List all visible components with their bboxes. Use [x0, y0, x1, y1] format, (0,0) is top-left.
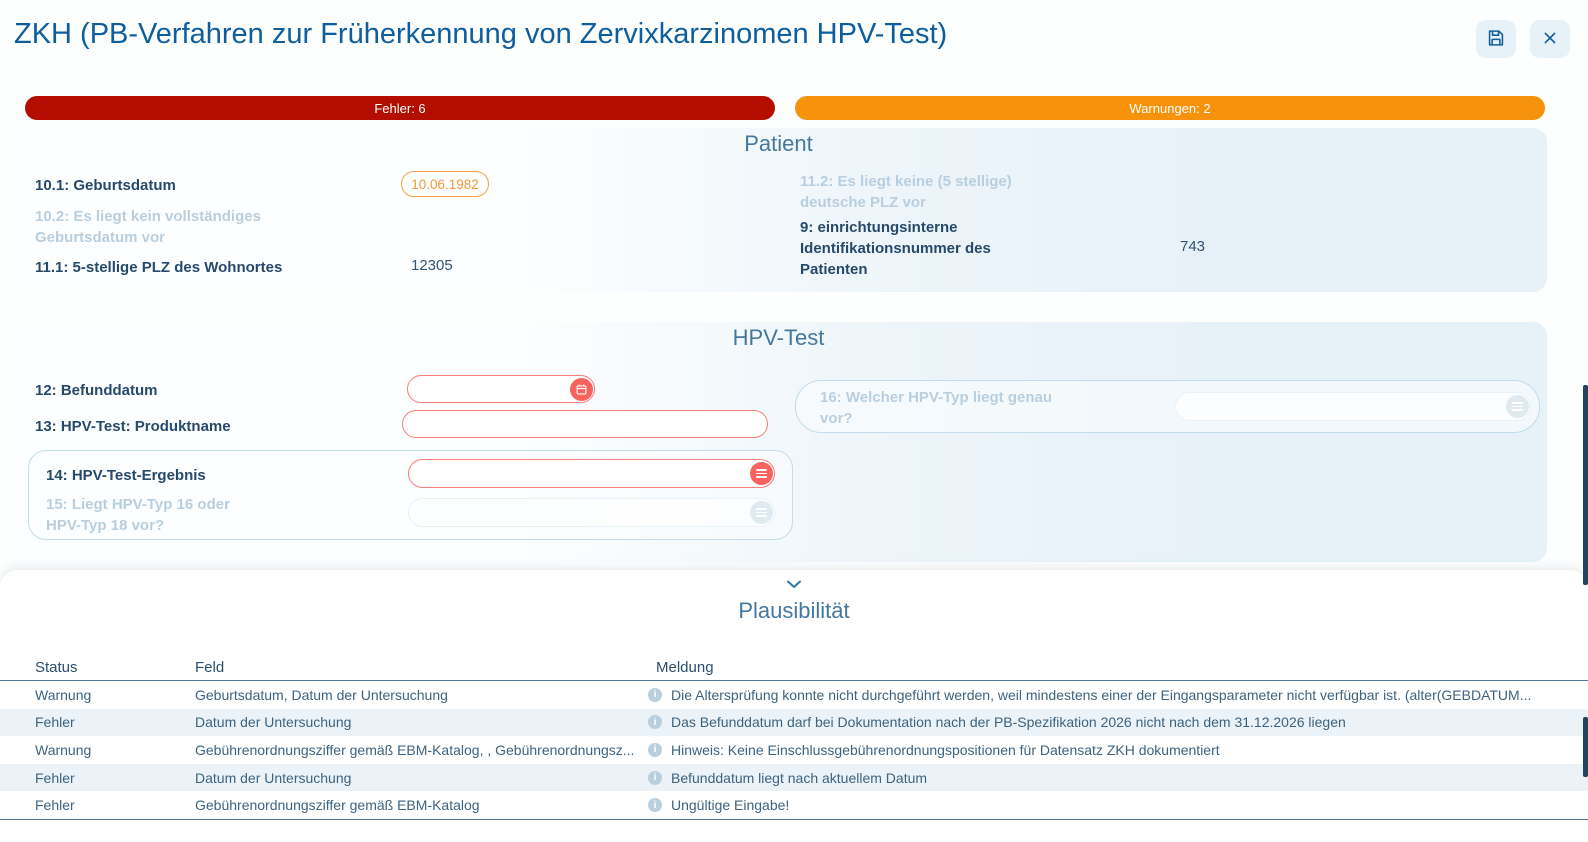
field-label-keine-plz-line2: deutsche PLZ vor	[800, 194, 926, 211]
befunddatum-input[interactable]	[408, 376, 570, 402]
ergebnis-input-wrap	[408, 459, 775, 488]
row-meldung	[648, 797, 1588, 813]
calendar-icon[interactable]	[570, 378, 593, 401]
row-feld: Datum der Untersuchung	[195, 714, 352, 731]
list-icon[interactable]	[750, 462, 773, 485]
row-meldung-text: Befunddatum liegt nach aktuellem Datum	[671, 769, 928, 786]
info-icon: i	[648, 771, 662, 785]
row-meldung-text: Ungültige Eingabe!	[671, 797, 790, 814]
field-label-keine-plz-line1: 11.2: Es liegt keine (5 stellige)	[800, 173, 1012, 190]
table-row[interactable]	[0, 709, 1588, 737]
patient-section-title: Patient	[744, 131, 813, 156]
row-meldung	[648, 714, 1588, 730]
column-header-status: Status	[35, 658, 78, 676]
close-icon	[1540, 28, 1560, 51]
produktname-input-wrap	[402, 410, 768, 438]
table-scrollbar-thumb[interactable]	[1583, 717, 1588, 777]
table-header	[0, 654, 1588, 681]
field-label-patient-id-line3: Patienten	[800, 261, 868, 278]
field-label-geburtsdatum: 10.1: Geburtsdatum	[35, 177, 176, 194]
table-row[interactable]	[0, 736, 1588, 764]
field-label-patient-id-line1: 9: einrichtungsinterne	[800, 219, 958, 236]
field-label-kein-geburtsdatum-line1: 10.2: Es liegt kein vollständiges	[35, 208, 261, 225]
field-label-patient-id-line2: Identifikationsnummer des	[800, 240, 991, 257]
table-row[interactable]	[0, 681, 1588, 709]
error-count-label: Fehler: 6	[374, 100, 426, 116]
row-status: Fehler	[35, 769, 75, 786]
form-scrollbar-thumb[interactable]	[1583, 385, 1588, 585]
row-meldung	[648, 770, 1588, 786]
field-label-typ16-18-line2: HPV-Typ 18 vor?	[46, 517, 165, 534]
ergebnis-input[interactable]	[409, 460, 750, 487]
info-icon: i	[648, 715, 662, 729]
row-feld: Geburtsdatum, Datum der Untersuchung	[195, 686, 448, 703]
row-meldung-text: Das Befunddatum darf bei Dokumentation nach der PB-Spezifikation 2026 nicht nach dem 31.12.2026 liegen	[671, 714, 1346, 731]
row-meldung	[648, 687, 1588, 703]
typ16-18-input	[409, 499, 750, 526]
column-header-feld: Feld	[195, 658, 225, 676]
geburtsdatum-value-field[interactable]: 10.06.1982	[401, 171, 489, 197]
field-label-ergebnis: 14: HPV-Test-Ergebnis	[46, 467, 206, 484]
row-status: Fehler	[35, 714, 75, 731]
plausibility-panel	[0, 570, 1588, 842]
info-icon: i	[648, 798, 662, 812]
row-status: Warnung	[35, 741, 92, 758]
hpv-test-section	[10, 322, 1547, 562]
welcher-typ-input	[1176, 393, 1506, 420]
patient-id-value: 743	[1180, 238, 1206, 255]
info-icon: i	[648, 688, 662, 702]
row-status: Fehler	[35, 797, 75, 814]
row-meldung-text: Hinweis: Keine Einschlussgebührenordnungspositionen für Datensatz ZKH dokumentiert	[671, 741, 1220, 758]
patient-section	[10, 128, 1547, 292]
list-icon-disabled	[750, 501, 773, 524]
plausibility-table-body	[0, 681, 1588, 820]
row-meldung	[648, 742, 1588, 758]
field-label-welcher-typ-line2: vor?	[820, 410, 853, 427]
error-count-bar[interactable]	[25, 96, 775, 120]
table-row[interactable]	[0, 764, 1588, 792]
plausibility-title: Plausibilität	[738, 598, 850, 623]
warning-count-label: Warnungen: 2	[1129, 100, 1211, 116]
table-row[interactable]	[0, 791, 1588, 819]
field-label-befunddatum: 12: Befunddatum	[35, 382, 158, 399]
save-button[interactable]	[1476, 20, 1516, 58]
close-button[interactable]	[1530, 20, 1570, 58]
field-label-typ16-18-line1: 15: Liegt HPV-Typ 16 oder	[46, 496, 230, 513]
column-header-meldung: Meldung	[656, 658, 714, 676]
field-label-plz: 11.1: 5-stellige PLZ des Wohnortes	[35, 259, 283, 276]
warning-count-bar[interactable]	[795, 96, 1545, 120]
list-icon-disabled	[1506, 395, 1529, 418]
field-label-welcher-typ-line1: 16: Welcher HPV-Typ liegt genau	[820, 389, 1053, 406]
info-icon: i	[648, 743, 662, 757]
row-status: Warnung	[35, 686, 92, 703]
plz-value: 12305	[411, 257, 453, 274]
page-title: ZKH (PB-Verfahren zur Früherkennung von Zervixkarzinomen HPV-Test)	[14, 18, 948, 50]
row-meldung-text: Die Altersprüfung konnte nicht durchgeführt werden, weil mindestens einer der Eingangsparameter nicht verfügbar ist. (alter(GEBDATUM...	[671, 686, 1532, 703]
chevron-down-icon[interactable]	[0, 577, 1588, 592]
field-label-kein-geburtsdatum-line2: Geburtsdatum vor	[35, 229, 166, 246]
typ16-18-input-wrap	[408, 498, 775, 527]
hpv-section-title: HPV-Test	[732, 325, 825, 350]
field-label-produktname: 13: HPV-Test: Produktname	[35, 418, 231, 435]
row-feld: Gebührenordnungsziffer gemäß EBM-Katalog, , Gebührenordnungsz...	[195, 741, 635, 758]
floppy-disk-icon	[1485, 27, 1507, 52]
produktname-input[interactable]	[403, 411, 767, 437]
welcher-typ-input-wrap	[1175, 392, 1531, 421]
row-feld: Gebührenordnungsziffer gemäß EBM-Katalog	[195, 797, 480, 814]
befunddatum-input-wrap	[407, 375, 595, 403]
row-feld: Datum der Untersuchung	[195, 769, 352, 786]
